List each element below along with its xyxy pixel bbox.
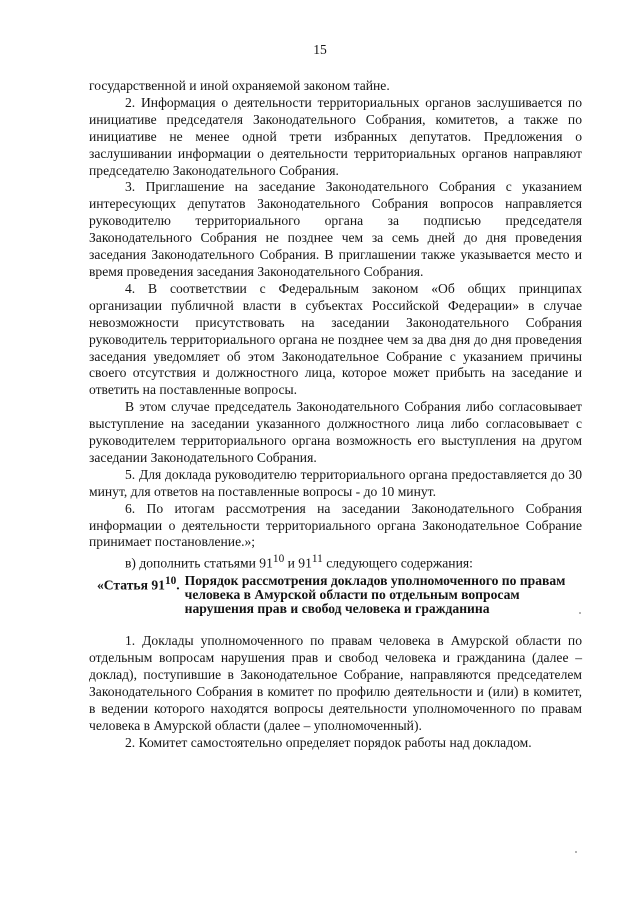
- article-paragraph-1: 1. Доклады уполномоченного по правам человека в Амурской области по отдельным вопросам нарушения прав и свобод человека и гражданина (далее – доклад), поступившие в Законодательное Собрание, направляются председателем Законодательного Собрания в комитет по профилю деятельности и (или) в комитет, в ведении которого находятся вопросы деятельности уполномоченного по правам человека в Амурской области (далее – уполномоченный).: [89, 633, 582, 733]
- paragraph-item-4-continuation: В этом случае председатель Законодательного Собрания либо согласовывает выступление на заседании указанного должностного лица либо согласовывает с руководителем территориального органа возможность его выступления на другом заседании Законодательного Собрания.: [89, 399, 582, 465]
- article-heading: [89, 573, 582, 617]
- paragraph-continuation: государственной и иной охраняемой законом тайне.: [89, 78, 390, 93]
- amendment-mid: и 91: [284, 555, 312, 571]
- amendment-line: [89, 551, 582, 572]
- paragraph-item-4: 4. В соответствии с Федеральным законом «Об общих принципах организации публичной власти в субъектах Российской Федерации» в случае невозможности присутствовать на заседании Законодательного Собрания руководитель территориального органа не позднее чем за два дня до дня проведения заседания уведомляет об этом Законодательное Собрание с указанием причины своего отсутствия и должностного лица, которое может прибыть на заседание и ответить на поставленные вопросы.: [89, 280, 582, 398]
- article-title: Порядок рассмотрения докладов уполномоченного по правам человека в Амурской области по отдельным вопросам нарушения прав и свобод человека и гражданина: [184, 572, 566, 617]
- paragraph-item-3: 3. Приглашение на заседание Законодательного Собрания с указанием интересующих депутатов Законодательного Собрания вопросов направляется руководителю территориального органа за подписью председателя Законодательного Собрания не позднее чем за семь дней до дня проведения заседания Законодательного Собрания. В приглашении также указывается место и время проведения заседания Законодательного Собрания.: [89, 179, 582, 279]
- amendment-prefix: в) дополнить статьями 91: [125, 555, 273, 571]
- article-label-suffix: .: [176, 577, 180, 593]
- scan-speck: [579, 612, 581, 614]
- amendment-sup-1: 10: [272, 553, 285, 566]
- article-paragraph-2: 2. Комитет самостоятельно определяет порядок работы над докладом.: [125, 734, 532, 750]
- scan-speck: [575, 851, 577, 853]
- paragraph-item-2: 2. Информация о деятельности территориальных органов заслушивается по инициативе председателя Законодательного Собрания, комитетов, а также по инициативе не менее одной трети избранных депутатов. Предложения о заслушивании информации о деятельности территориальных органов направляют председателю Законодательного Собрания.: [89, 94, 582, 178]
- amendment-suffix: следующего содержания:: [322, 555, 473, 571]
- article-label-sup: 10: [164, 574, 177, 587]
- paragraph-item-6: 6. По итогам рассмотрения на заседании Законодательного Собрания информации о деятельности территориального органа Законодательное Собрание принимает постановление.»;: [89, 500, 582, 550]
- article-label-prefix: «Статья 91: [97, 577, 165, 593]
- article-label: [89, 573, 180, 594]
- document-body: [89, 78, 582, 752]
- amendment-sup-2: 11: [311, 553, 323, 566]
- page-number: 15: [313, 42, 327, 57]
- paragraph-item-5: 5. Для доклада руководителю территориального органа предоставляется до 30 минут, для ответов на поставленные вопросы - до 10 минут.: [89, 466, 582, 499]
